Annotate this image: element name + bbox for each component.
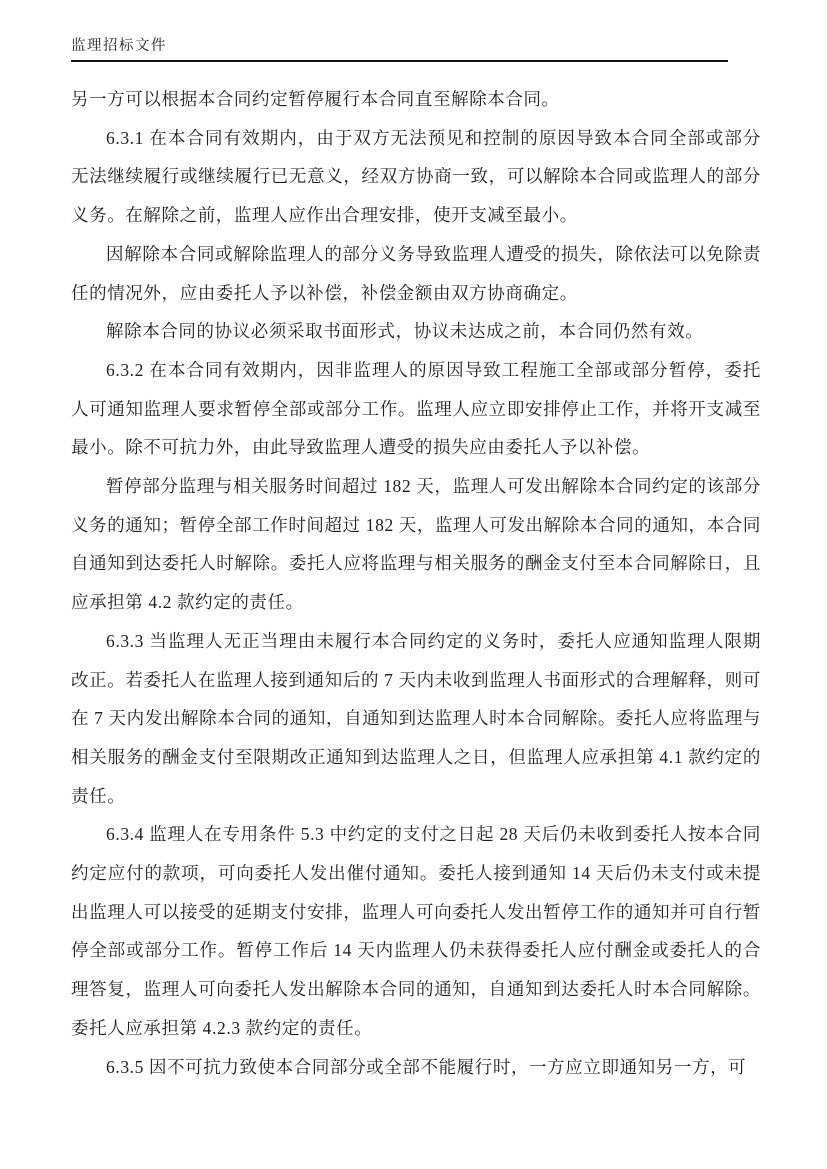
- clause-6-3-4: 6.3.4 监理人在专用条件 5.3 中约定的支付之日起 28 天后仍未收到委托人按本合同约定应付的款项，可向委托人发出催付通知。委托人接到通知 14 天后仍未支付或未提出监理人可以接受的延期支付安排，监理人可向委托人发出暂停工作的通知并可自行暂停全部或部分工作。暂停工作后 14 天内监理人仍未获得委托人应付酬金或委托人的合理答复，监理人可向委托人发出解除本合同的通知，自通知到达委托人时本合同解除。委托人应承担第 4.2.3 款约定的责任。: [71, 824, 761, 1038]
- clause-6-3-2: 6.3.2 在本合同有效期内，因非监理人的原因导致工程施工全部或部分暂停，委托人可通知监理人要求暂停全部或部分工作。监理人应立即安排停止工作，并将开支减至最小。除不可抗力外，由此导致监理人遭受的损失应由委托人予以补偿。: [71, 359, 761, 458]
- clause-6-3-3: 6.3.3 当监理人无正当理由未履行本合同约定的义务时，委托人应通知监理人限期改正。若委托人在监理人接到通知后的 7 天内未收到监理人书面形式的合理解释，则可在 7 天内发出解除本合同的通知，自通知到达监理人时本合同解除。委托人应将监理与相关服务的酬金支付至限期改正通知到达监理人之日，但监理人应承担第 4.1 款约定的责任。: [71, 630, 761, 806]
- page-header: [71, 34, 728, 62]
- clause-6-3-2-suspension-182-days: 暂停部分监理与相关服务时间超过 182 天，监理人可发出解除本合同约定的该部分义务的通知；暂停全部工作时间超过 182 天，监理人可发出解除本合同的通知，本合同自通知到达委托人时解除。委托人应将监理与相关服务的酬金支付至本合同解除日，且应承担第 4.2 款约定的责任。: [71, 476, 761, 613]
- paragraph-carryover: 另一方可以根据本合同约定暂停履行本合同直至解除本合同。: [71, 89, 560, 109]
- clause-6-3-5: 6.3.5 因不可抗力致使本合同部分或全部不能履行时，一方应立即通知另一方，可: [106, 1056, 747, 1077]
- header-title: 监理招标文件: [71, 38, 167, 54]
- document-body: [71, 80, 761, 1086]
- clause-6-3-1-written-form: 解除本合同的协议必须采取书面形式，协议未达成之前，本合同仍然有效。: [106, 321, 704, 342]
- clause-6-3-1-loss-compensation: 因解除本合同或解除监理人的部分义务导致监理人遭受的损失，除依法可以免除责任的情况外，应由委托人予以补偿，补偿金额由双方协商确定。: [71, 243, 761, 303]
- clause-6-3-1: 6.3.1 在本合同有效期内，由于双方无法预见和控制的原因导致本合同全部或部分无法继续履行或继续履行已无意义，经双方协商一致，可以解除本合同或监理人的部分义务。在解除之前，监理人应作出合理安排，使开支减至最小。: [71, 127, 761, 226]
